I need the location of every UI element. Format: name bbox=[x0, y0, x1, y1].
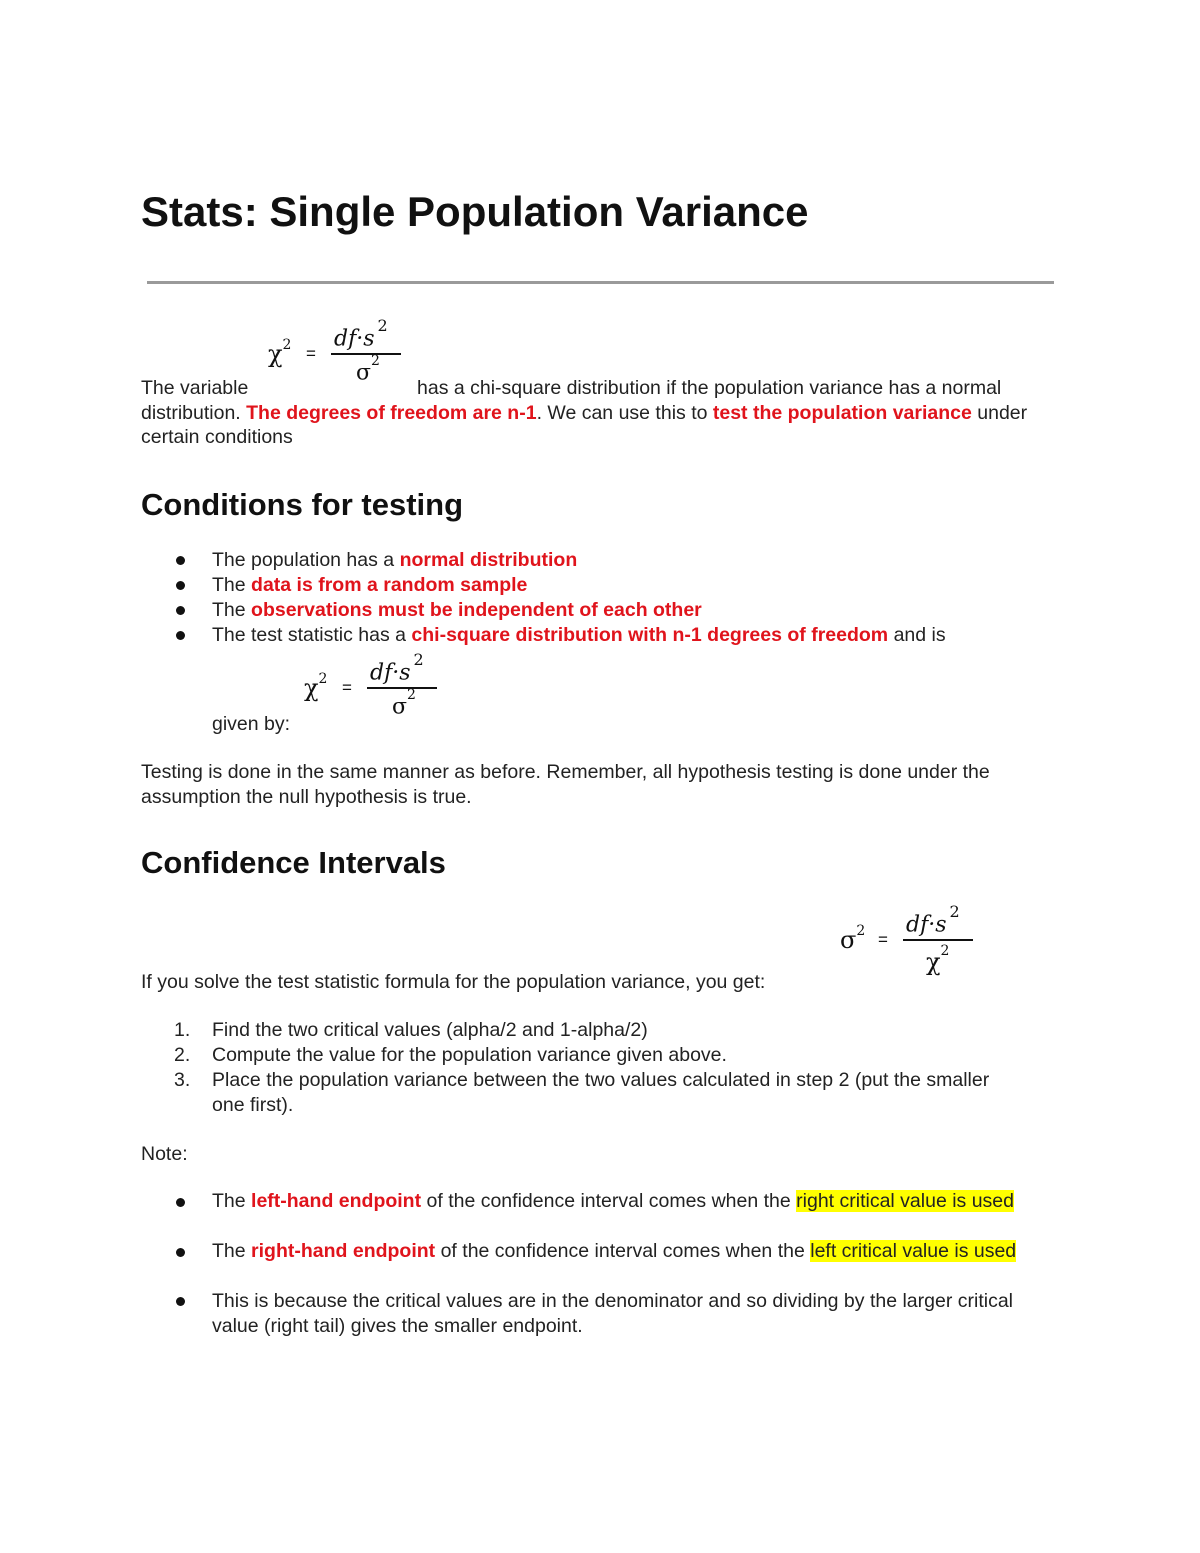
left-critical-value-highlight: left critical value is used bbox=[810, 1240, 1017, 1262]
bullet-icon bbox=[176, 1248, 185, 1257]
fraction-bar bbox=[367, 687, 437, 689]
test-statistic-formula: $\chi^2$ = $df\cdot s^2$ $\sigma^2$ bbox=[304, 656, 464, 726]
formula-lhs: χ bbox=[268, 340, 283, 368]
bullet-icon bbox=[176, 581, 185, 590]
formula-denominator: σ bbox=[356, 360, 372, 386]
test-population-variance-emphasis: test the population variance bbox=[712, 401, 972, 424]
bullet-icon bbox=[176, 631, 185, 640]
condition-item: The data is from a random sample bbox=[212, 574, 528, 596]
left-hand-endpoint-emphasis: left-hand endpoint bbox=[251, 1190, 422, 1212]
solve-paragraph: If you solve the test statistic formula for the population variance, you get: bbox=[141, 971, 766, 993]
fraction-bar bbox=[903, 939, 973, 941]
bullet-icon bbox=[176, 556, 185, 565]
note-item: The right-hand endpoint of the confidence interval comes when the left critical value is used bbox=[212, 1240, 1017, 1262]
condition-item: The observations must be independent of each other bbox=[212, 599, 702, 621]
horizontal-rule bbox=[147, 281, 1054, 284]
right-hand-endpoint-emphasis: right-hand endpoint bbox=[251, 1240, 436, 1262]
note-item: The left-hand endpoint of the confidence interval comes when the right critical value is used bbox=[212, 1190, 1014, 1212]
formula-equals: = bbox=[306, 344, 316, 363]
intro-paragraph: has a chi-square distribution if the population variance has a normal distribution. The degrees of freedom are n-1. We can use this to test the population variance under certain conditions bbox=[141, 377, 1028, 448]
formula-lhs-exponent: 2 bbox=[282, 337, 292, 353]
step-item: Compute the value for the population variance given above. bbox=[212, 1044, 727, 1066]
intro-variable-label: The variable bbox=[141, 377, 249, 399]
conditions-heading: Conditions for testing bbox=[141, 487, 464, 522]
formula-denominator-exponent: 2 bbox=[371, 353, 380, 369]
variance-formula: $\sigma^2$ = $df\cdot s^2$ $\chi^2$ bbox=[840, 908, 1000, 978]
step-number: 3. bbox=[174, 1069, 191, 1091]
confidence-intervals-heading: Confidence Intervals bbox=[141, 845, 446, 880]
note-item: This is because the critical values are in the denominator and so dividing by the larger critical value (right tail) gives the smaller endpoint. bbox=[212, 1290, 1013, 1337]
testing-paragraph: Testing is done in the same manner as before. Remember, all hypothesis testing is done under the assumption the null hypothesis is true. bbox=[141, 761, 990, 808]
step-number: 1. bbox=[174, 1019, 191, 1041]
step-item: Place the population variance between the two values calculated in step 2 (put the smaller one first). bbox=[212, 1069, 990, 1116]
formula-numerator: df·s bbox=[334, 326, 375, 352]
note-label: Note: bbox=[141, 1143, 188, 1165]
step-number: 2. bbox=[174, 1044, 191, 1066]
bullet-icon bbox=[176, 1297, 185, 1306]
fraction-bar bbox=[331, 353, 401, 355]
condition-item: The test statistic has a chi-square distribution with n-1 degrees of freedom and is bbox=[212, 624, 946, 646]
given-by-label: given by: bbox=[212, 713, 291, 735]
page-title: Stats: Single Population Variance bbox=[141, 188, 809, 235]
right-critical-value-highlight: right critical value is used bbox=[796, 1190, 1014, 1212]
step-item: Find the two critical values (alpha/2 and 1-alpha/2) bbox=[212, 1019, 648, 1041]
degrees-of-freedom-emphasis: The degrees of freedom are n-1 bbox=[246, 401, 537, 424]
bullet-icon bbox=[176, 1198, 185, 1207]
condition-item: The population has a normal distribution bbox=[212, 549, 578, 571]
formula-numerator-exponent: 2 bbox=[377, 316, 388, 335]
bullet-icon bbox=[176, 606, 185, 615]
